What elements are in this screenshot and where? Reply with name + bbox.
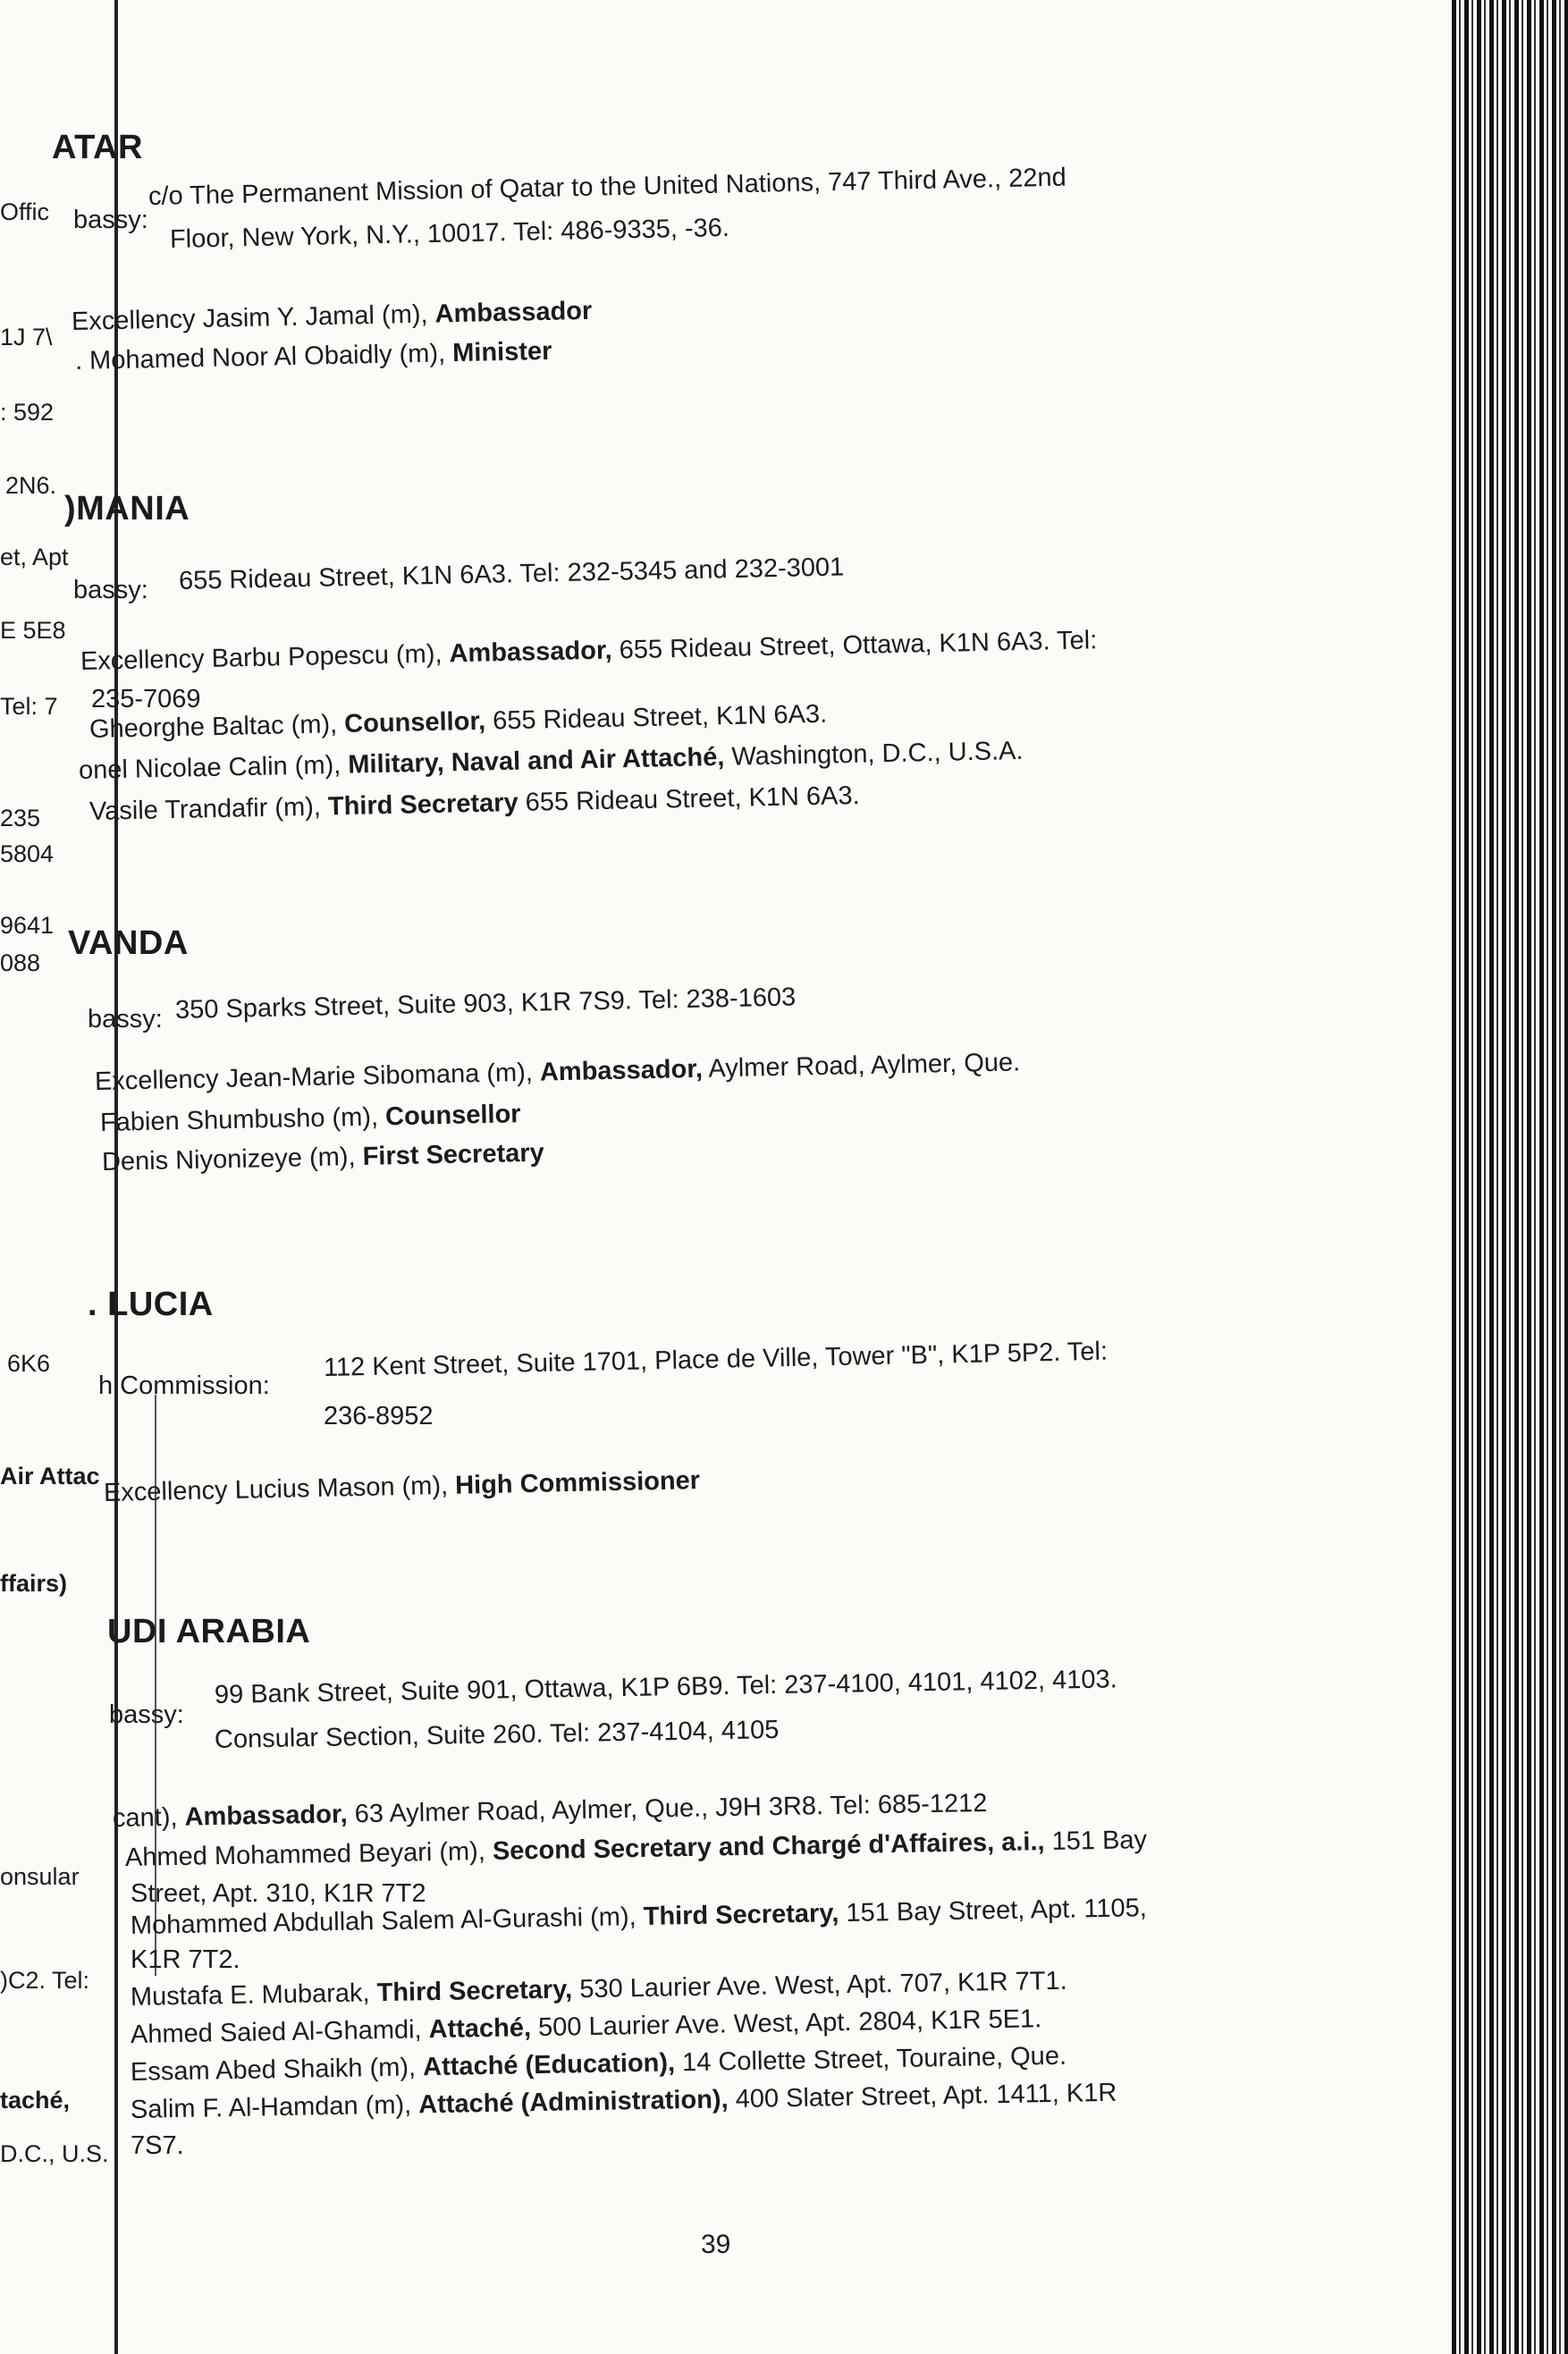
person-name: Ahmed Mohammed Beyari (m), (124, 1836, 486, 1872)
rwanda-label: bassy: (88, 1005, 163, 1034)
person-address: Washington, D.C., U.S.A. (731, 736, 1024, 772)
left-edge-text: et, Apt (0, 544, 69, 570)
rwanda-person (102, 1135, 545, 1180)
person-address: 655 Rideau Street, K1N 6A3. (492, 699, 828, 736)
saudi-address: 99 Bank Street, Suite 901, Ottawa, K1P 6B9. Tel: 237-4100, 4101, 4102, 4103. (214, 1665, 1117, 1709)
person-title: Ambassador (434, 296, 593, 329)
qatar-person (75, 333, 552, 379)
left-edge-text: 088 (0, 949, 41, 976)
rwanda-person (95, 1044, 1021, 1100)
saudi-person-cont: K1R 7T2. (131, 1945, 240, 1974)
person-title: Third Secretary (327, 788, 518, 822)
person-title: Attaché (Education), (422, 2048, 676, 2082)
left-edge-text: 6K6 (7, 1350, 51, 1377)
person-title: Attaché (Administration), (417, 2085, 729, 2120)
person-name: Excellency Jasim Y. Jamal (m), (71, 300, 428, 336)
qatar-person (72, 293, 593, 340)
country-heading-qatar: ATAR (52, 129, 143, 166)
left-edge-text: D.C., U.S. (0, 2140, 109, 2167)
saudi-label: bassy: (109, 1700, 184, 1729)
person-title: Military, Naval and Air Attaché, (347, 742, 725, 780)
rwanda-person (100, 1096, 521, 1141)
person-title: Attaché, (428, 2013, 532, 2045)
person-title: Ambassador, (539, 1054, 704, 1087)
person-name: Excellency Jean-Marie Sibomana (m), (94, 1058, 534, 1096)
person-title: Second Secretary and Chargé d'Affaires, a.i., (492, 1827, 1045, 1866)
person-name: Fabien Shumbusho (m), (99, 1102, 379, 1137)
person-address: 655 Rideau Street, K1N 6A3. (525, 780, 860, 817)
romania-person (80, 622, 1098, 679)
left-edge-text: ffairs) (0, 1570, 68, 1597)
left-edge-text: Tel: 7 (0, 693, 58, 720)
person-title: Third Secretary, (643, 1899, 839, 1931)
person-address: 530 Laurier Ave. West, Apt. 707, K1R 7T1. (579, 1966, 1067, 2004)
left-edge-text: 9641 (0, 912, 55, 939)
saudi-address: Consular Section, Suite 260. Tel: 237-4104, 4105 (214, 1715, 780, 1754)
person-address: 500 Laurier Ave. West, Apt. 2804, K1R 5E1. (537, 2004, 1042, 2043)
person-title: High Commissioner (454, 1466, 701, 1500)
left-edge-text: : 592 (0, 399, 55, 426)
left-edge-text: Air Attac (0, 1463, 100, 1489)
person-name: Salim F. Al-Hamdan (m), (130, 2090, 412, 2124)
stlucia-address: 112 Kent Street, Suite 1701, Place de Ville, Tower "B", K1P 5P2. Tel: (323, 1337, 1109, 1382)
person-title: Ambassador, (184, 1800, 348, 1832)
person-name: cant), (112, 1802, 178, 1833)
person-name: Mohammed Abdullah Salem Al-Gurashi (m), (130, 1903, 636, 1940)
person-name: Essam Abed Shaikh (m), (130, 2053, 417, 2087)
person-name: Denis Niyonizeye (m), (101, 1143, 356, 1177)
person-address: 655 Rideau Street, Ottawa, K1N 6A3. Tel: (619, 626, 1098, 665)
stlucia-address: 236-8952 (324, 1402, 434, 1430)
qatar-label: bassy: (73, 206, 148, 234)
person-title: Counsellor (384, 1100, 521, 1132)
person-name: Excellency Barbu Popescu (m), (80, 639, 443, 676)
person-address: Aylmer Road, Aylmer, Que. (708, 1048, 1021, 1084)
left-edge-text: )C2. Tel: (0, 1967, 90, 1994)
person-address: 151 Bay Street, Apt. 1105, (846, 1894, 1148, 1928)
person-address: 400 Slater Street, Apt. 1411, K1R (735, 2078, 1117, 2114)
person-title: Counsellor, (343, 706, 486, 739)
country-heading-romania: )MANIA (64, 490, 190, 527)
person-title: Minister (451, 336, 552, 368)
left-edge-text: 5804 (0, 840, 55, 867)
page-number: 39 (701, 2230, 731, 2259)
left-edge-text: E 5E8 (0, 617, 66, 644)
stlucia-label: h Commission: (98, 1371, 270, 1400)
left-edge-text: 2N6. (5, 472, 57, 499)
person-address: 63 Aylmer Road, Aylmer, Que., J9H 3R8. Tel: 685-1212 (354, 1788, 988, 1829)
romania-person-cont: 235-7069 (91, 685, 201, 713)
stlucia-person (104, 1463, 701, 1511)
country-heading-rwanda: VANDA (68, 924, 189, 962)
country-heading-st-lucia: . LUCIA (88, 1286, 214, 1323)
romania-address: 655 Rideau Street, K1N 6A3. Tel: 232-5345 and 232-3001 (178, 553, 845, 595)
rwanda-address: 350 Sparks Street, Suite 903, K1R 7S9. Tel: 238-1603 (174, 983, 797, 1025)
saudi-person-cont: 7S7. (131, 2131, 184, 2160)
left-edge-text: taché, (0, 2087, 71, 2114)
left-edge-text: Offic (0, 198, 50, 225)
person-title: Third Secretary, (376, 1975, 573, 2008)
person-name: Ahmed Saied Al-Ghamdi, (130, 2015, 422, 2049)
country-heading-saudi-arabia: UDI ARABIA (107, 1613, 311, 1650)
person-name: Excellency Lucius Mason (m), (103, 1471, 449, 1507)
person-name: onel Nicolae Calin (m), (78, 750, 341, 785)
left-edge-text: onsular (0, 1863, 80, 1890)
left-edge-text: 235 (0, 805, 41, 831)
person-name: . Mohamed Noor Al Obaidly (m), (74, 339, 446, 375)
page-stack-edge (1448, 0, 1568, 2354)
person-address: 14 Collette Street, Touraine, Que. (681, 2041, 1067, 2078)
person-name: Gheorghe Baltac (m), (89, 710, 338, 744)
saudi-person-cont: Street, Apt. 310, K1R 7T2 (131, 1879, 426, 1908)
left-edge-text: 1J 7\ (0, 324, 53, 350)
person-address: 151 Bay (1051, 1826, 1148, 1856)
romania-label: bassy: (73, 576, 148, 604)
qatar-address: Floor, New York, N.Y., 10017. Tel: 486-9335, -36. (169, 213, 730, 254)
person-title: First Secretary (362, 1138, 545, 1171)
person-name: Mustafa E. Mubarak, (130, 1979, 370, 2012)
person-title: Ambassador, (449, 636, 612, 669)
qatar-address: c/o The Permanent Mission of Qatar to the United Nations, 747 Third Ave., 22nd (148, 163, 1066, 211)
person-name: Vasile Trandafir (m), (89, 792, 322, 826)
